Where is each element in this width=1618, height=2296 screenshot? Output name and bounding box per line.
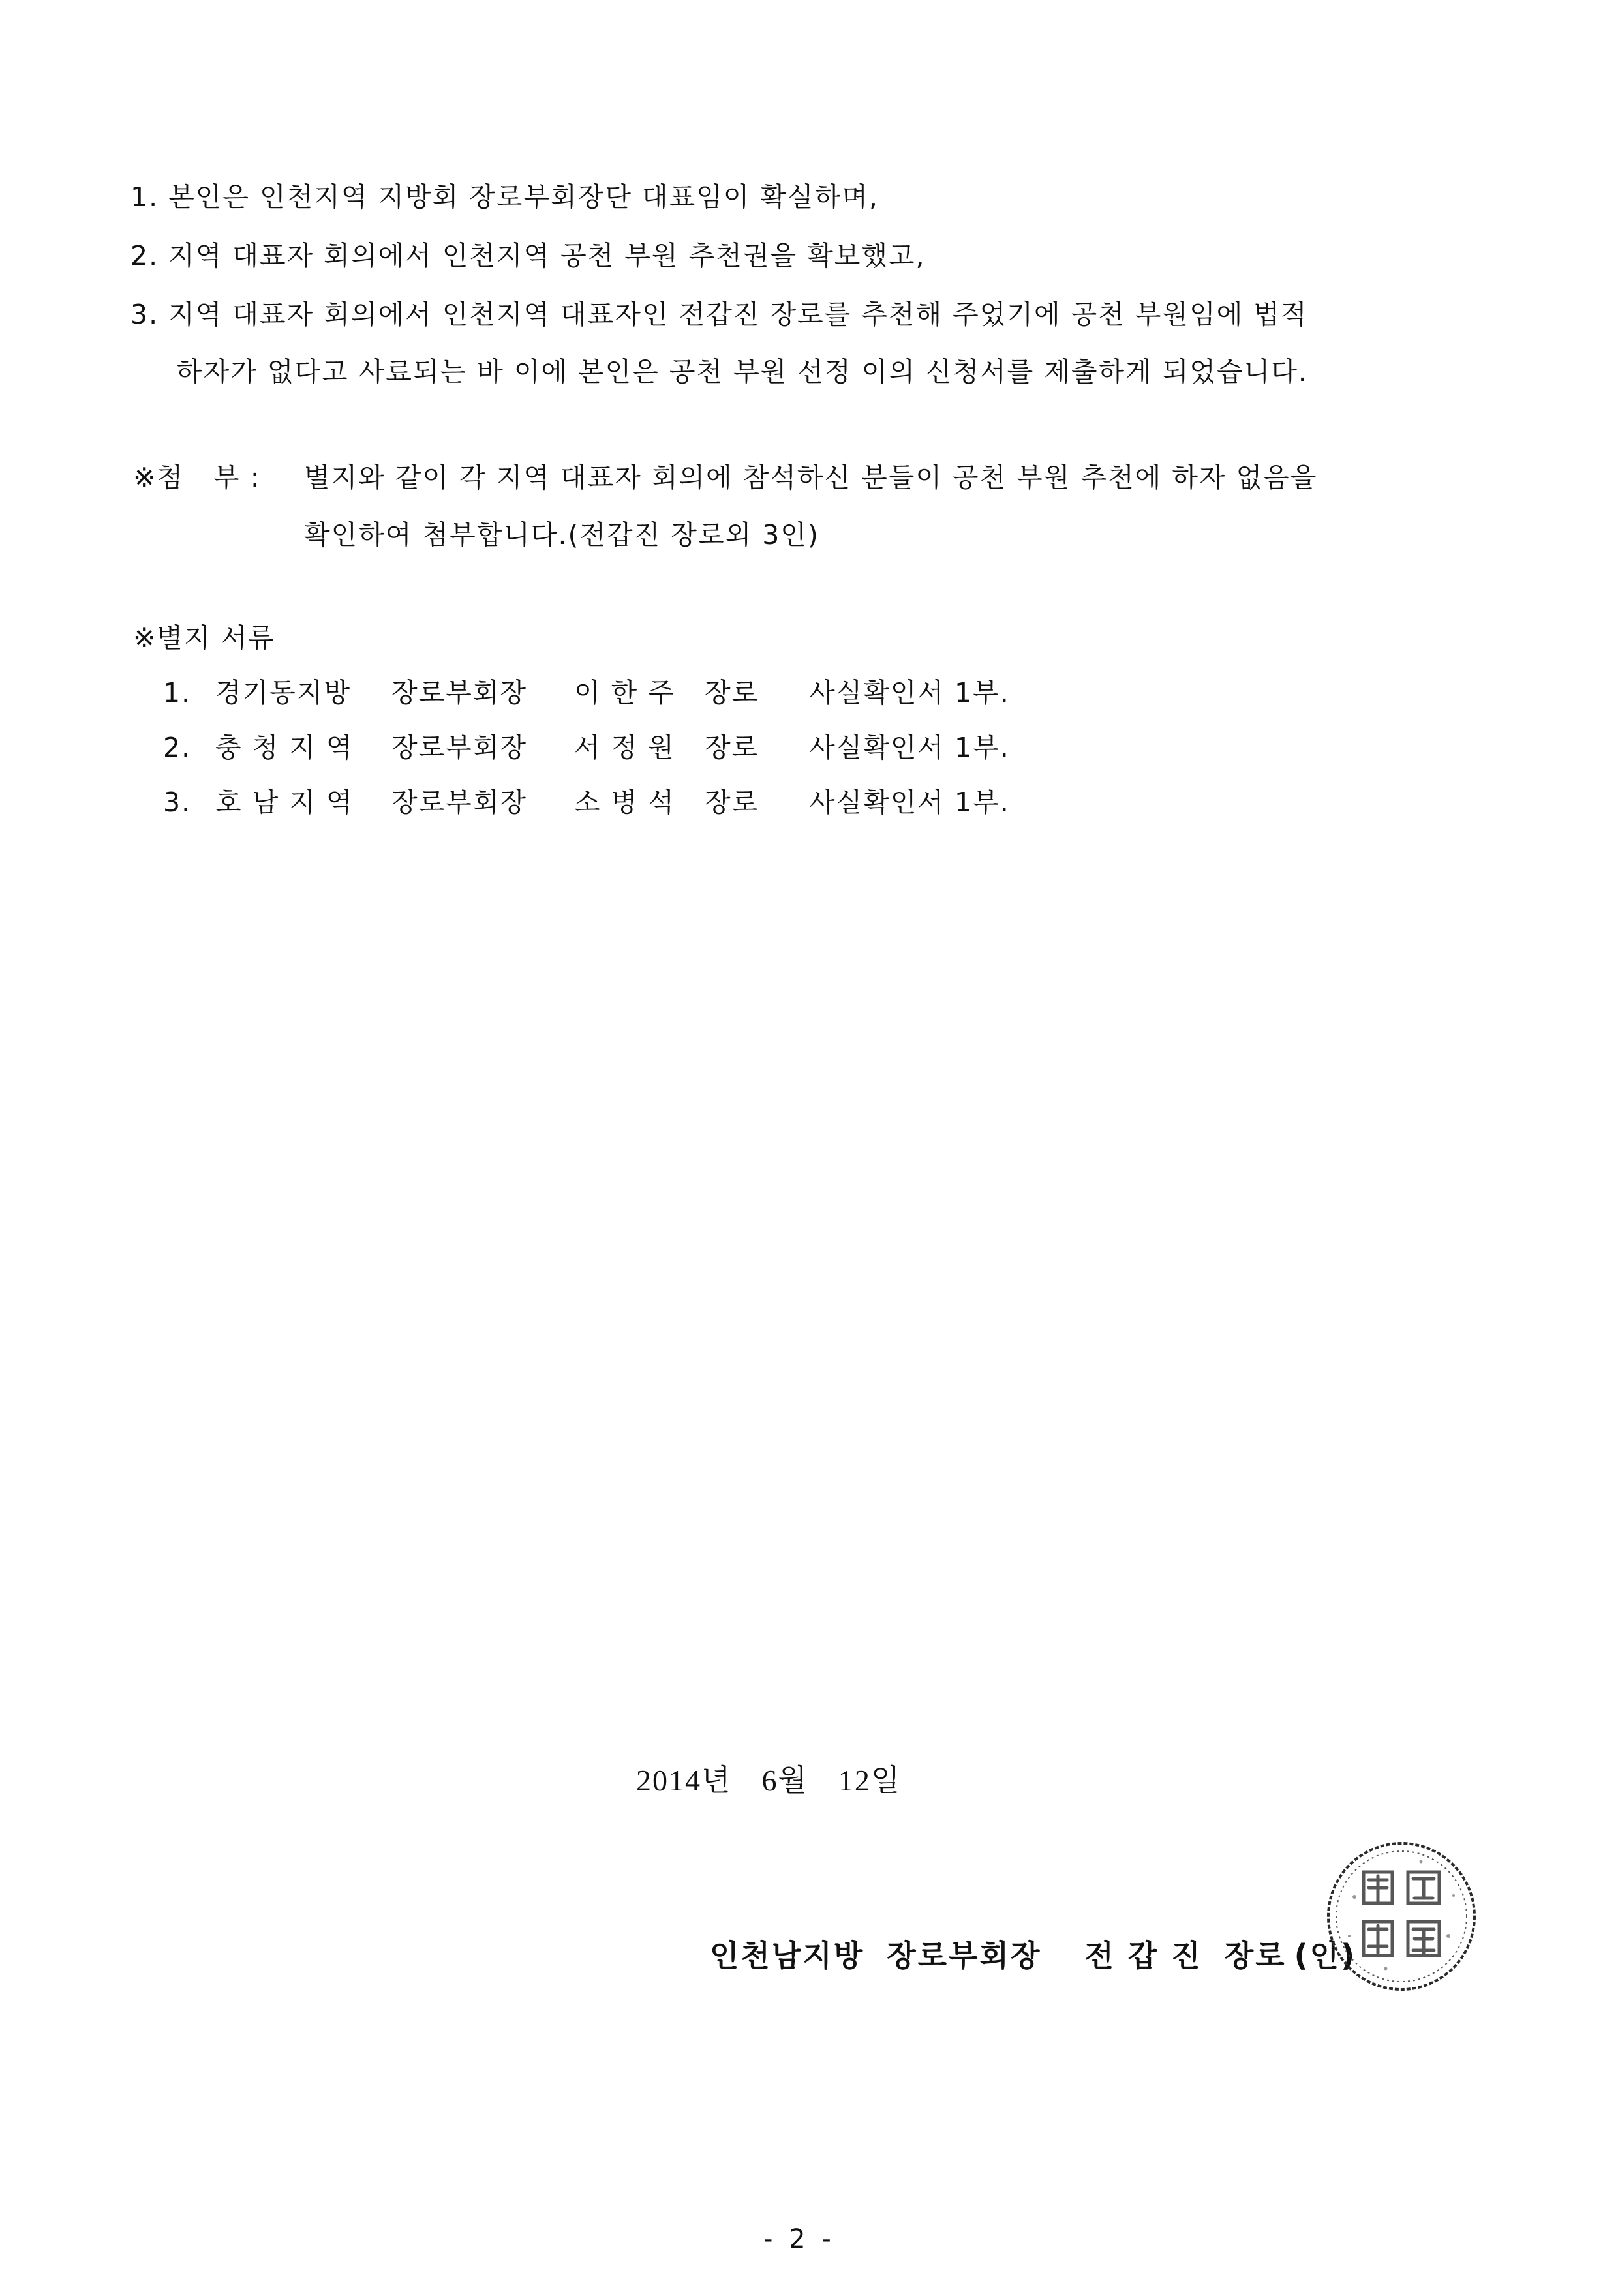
- annex-item: [0, 789, 1618, 822]
- annex-item-number: 1.: [163, 677, 192, 708]
- annex-item-document: 사실확인서 1부.: [809, 677, 1010, 708]
- date-day: 12일: [838, 1764, 902, 1797]
- seal-mark: (인): [1294, 1938, 1357, 1973]
- signer-position: 장로부회장: [887, 1938, 1042, 1973]
- annex-item-name: 서 정 원: [574, 732, 675, 763]
- signer-title: 장로: [1224, 1938, 1287, 1973]
- annex-item-region: 호 남 지 역: [215, 787, 354, 818]
- annex-item-position: 장로부회장: [391, 787, 528, 818]
- annex-item-position: 장로부회장: [391, 732, 528, 763]
- attachment-text-line-1: 별지와 같이 각 지역 대표자 회의에 참석하신 분들이 공천 부원 추천에 하자 없음을: [304, 462, 1318, 493]
- signer-district: 인천남지방: [710, 1938, 865, 1973]
- annex-item: [0, 677, 1618, 712]
- date-month: 6월: [761, 1764, 808, 1797]
- annex-item-document: 사실확인서 1부.: [809, 787, 1010, 818]
- annex-item-position: 장로부회장: [391, 677, 528, 708]
- annex-item-region: 충 청 지 역: [215, 732, 354, 763]
- annex-item: [0, 734, 1618, 767]
- personal-seal-stamp: [1323, 1838, 1480, 1995]
- annex-item-region: 경기동지방: [215, 677, 352, 708]
- annex-item-title: 장로: [705, 677, 759, 708]
- signature-line: [685, 1897, 1356, 1975]
- statement-1: 1. 본인은 인천지역 지방회 장로부회장단 대표임이 확실하며,: [130, 181, 879, 213]
- annex-item-title: 장로: [705, 787, 759, 818]
- annex-item-name: 소 병 석: [574, 787, 675, 818]
- annex-item-number: 2.: [163, 732, 192, 763]
- page-number: - 2 -: [763, 2224, 835, 2254]
- annex-item-number: 3.: [163, 787, 192, 818]
- annex-item-title: 장로: [705, 732, 759, 763]
- statement-3-line-2: 하자가 없다고 사료되는 바 이에 본인은 공천 부원 선정 이의 신청서를 제출하게 되었습니다.: [176, 356, 1308, 387]
- signer-name: 전 갑 진: [1084, 1938, 1202, 1973]
- statement-3-line-1: 3. 지역 대표자 회의에서 인천지역 대표자인 전갑진 장로를 추천해 주었기에 공천 부원임에 법적: [130, 299, 1308, 330]
- annex-item-name: 이 한 주: [574, 677, 675, 708]
- attachment-label: ※첨 부 :: [133, 462, 261, 493]
- date-year: 2014년: [636, 1764, 732, 1797]
- document-date: [618, 1722, 901, 1800]
- annex-item-document: 사실확인서 1부.: [809, 732, 1010, 763]
- statement-2: 2. 지역 대표자 회의에서 인천지역 공천 부원 추천권을 확보했고,: [130, 240, 926, 271]
- attachment-text-line-2: 확인하여 첨부합니다.(전갑진 장로외 3인): [304, 519, 819, 551]
- annex-heading: ※별지 서류: [133, 622, 275, 654]
